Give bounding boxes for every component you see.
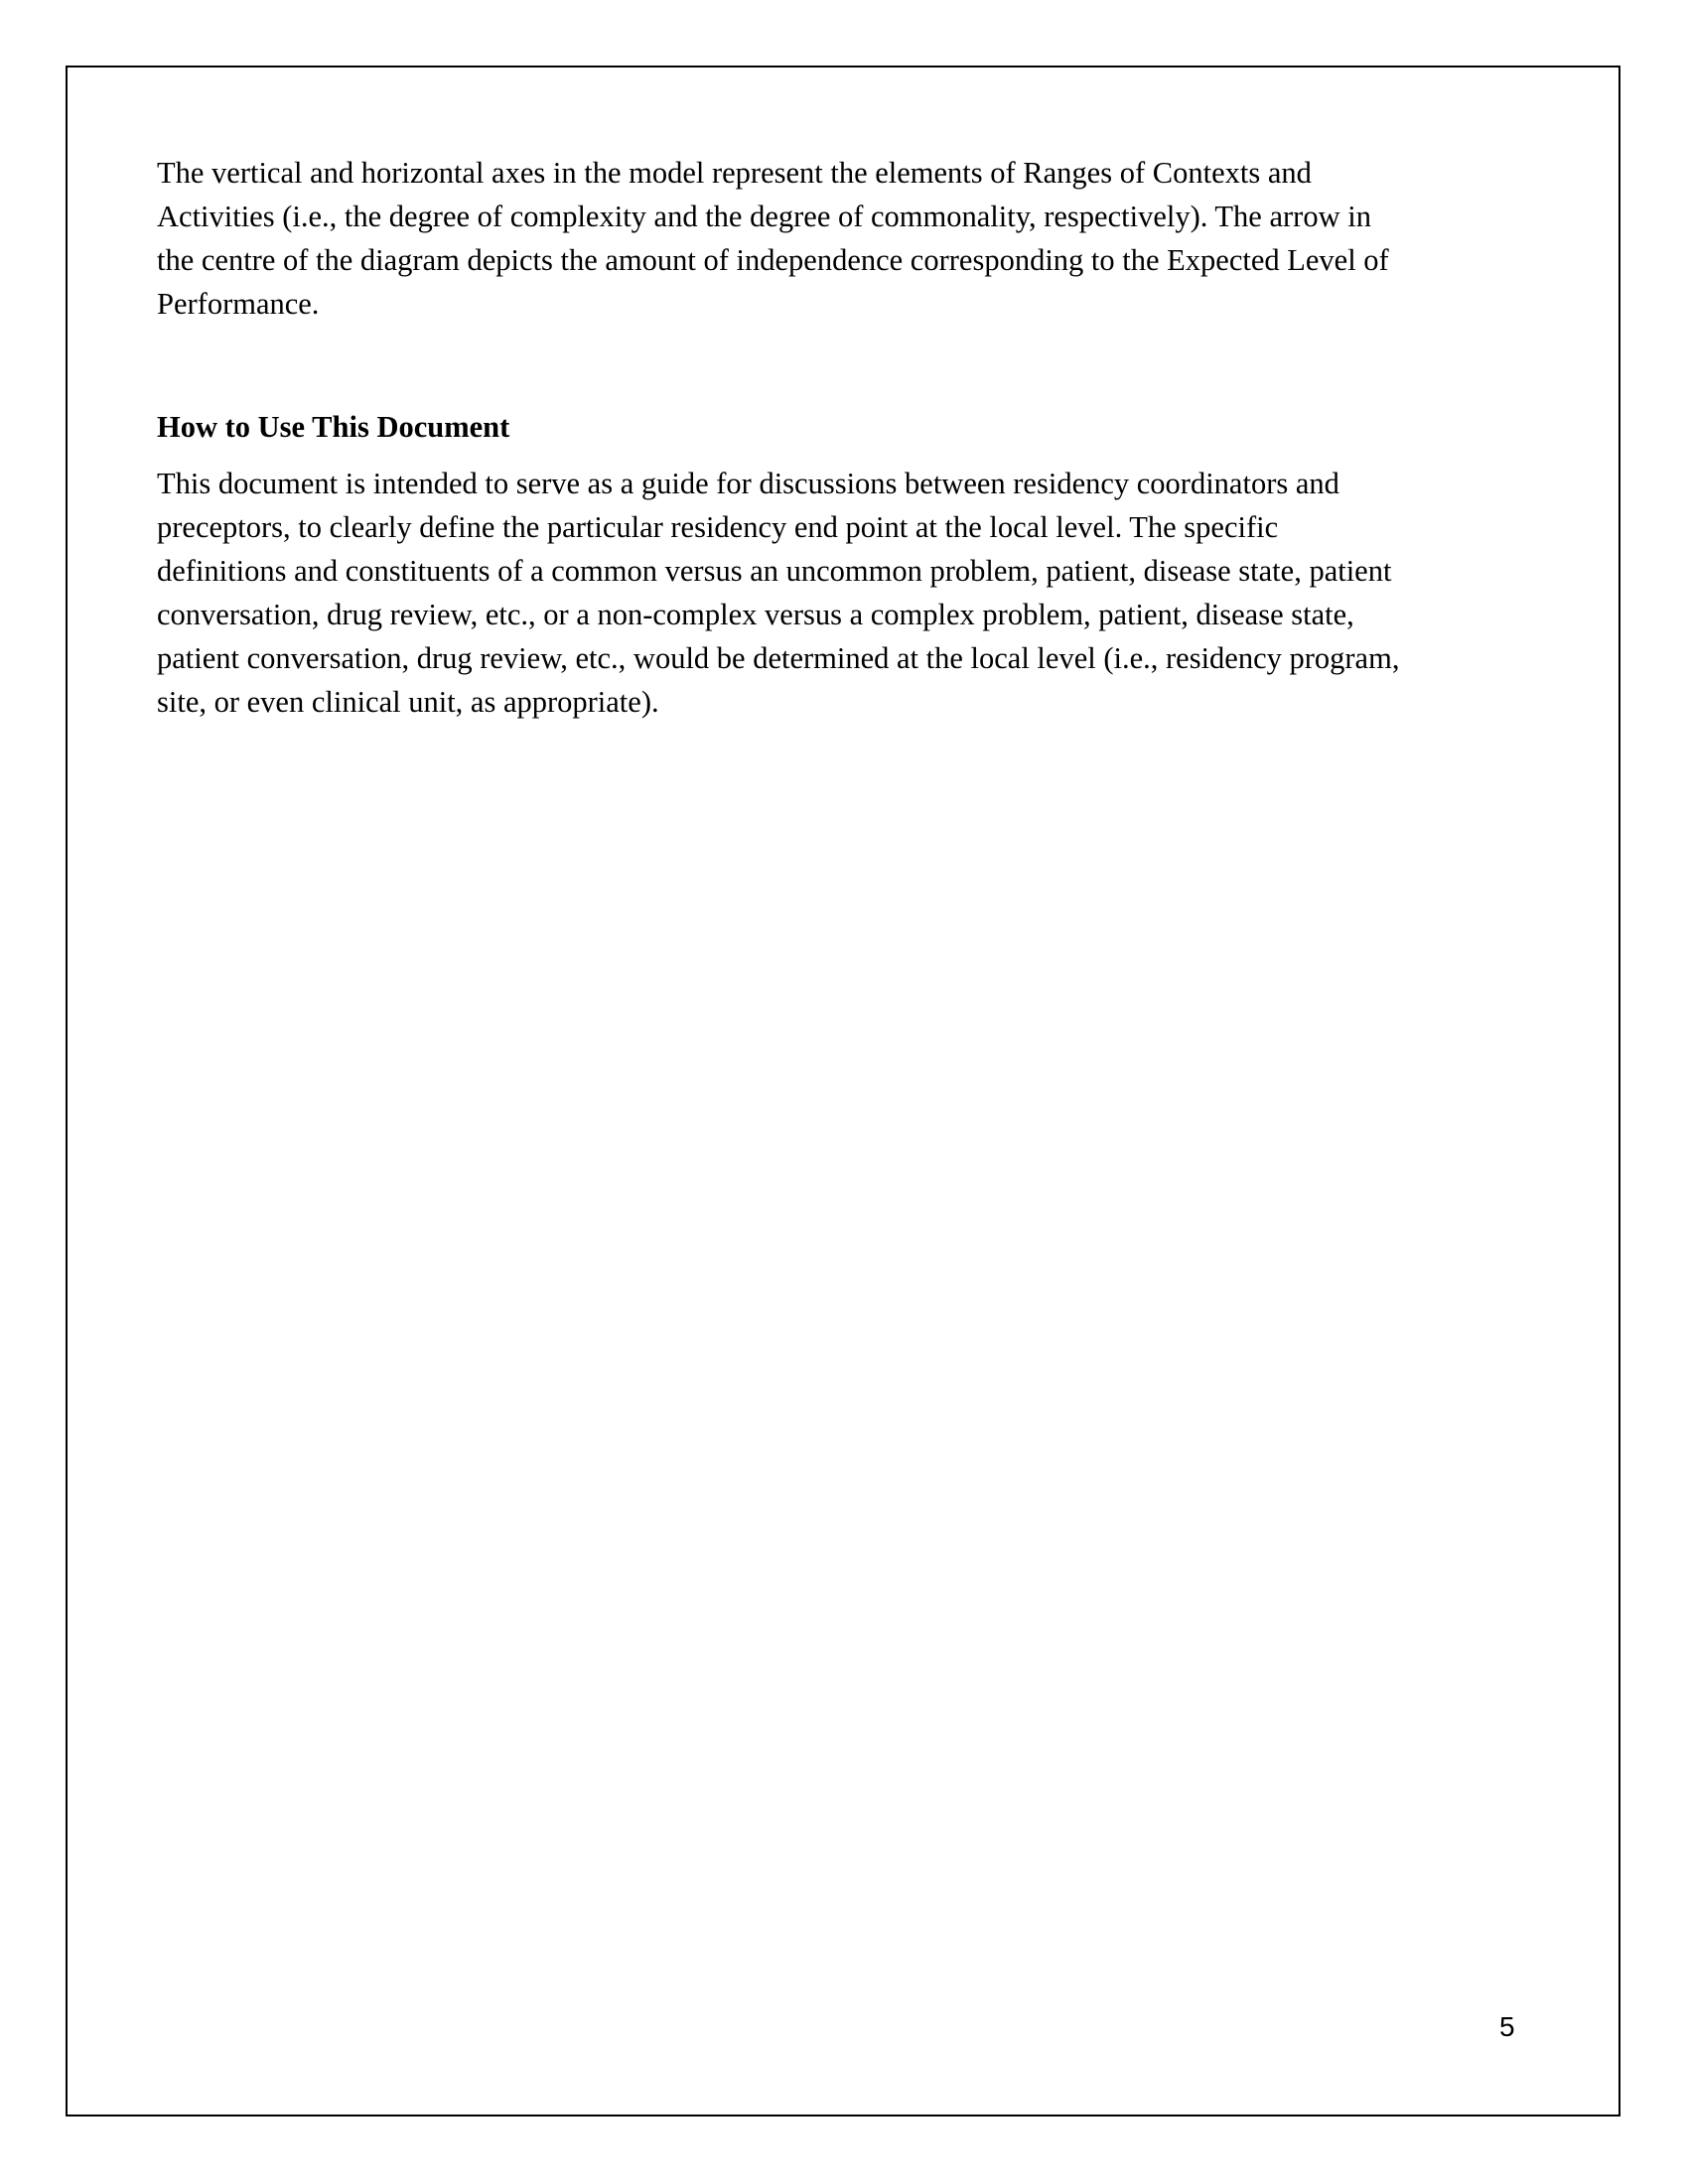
intro-line-4: Performance. — [157, 287, 320, 321]
intro-paragraph — [157, 151, 1527, 326]
section-paragraph — [157, 462, 1527, 724]
section-line-1: This document is intended to serve as a guide for discussions between residency coordinators and — [157, 467, 1339, 500]
section-heading: How to Use This Document — [157, 410, 510, 444]
section-body — [157, 462, 1527, 724]
section-line-6: site, or even clinical unit, as appropriate). — [157, 685, 659, 719]
page-border — [66, 66, 1620, 2116]
section-line-4: conversation, drug review, etc., or a non-complex versus a complex problem, patient, disease state, — [157, 598, 1354, 631]
page-number: 5 — [1499, 2011, 1515, 2042]
intro-line-1: The vertical and horizontal axes in the model represent the elements of Ranges of Contexts and — [157, 156, 1312, 190]
intro-line-2: Activities (i.e., the degree of complexity and the degree of commonality, respectively). The arrow in — [157, 200, 1371, 233]
section-line-5: patient conversation, drug review, etc., would be determined at the local level (i.e., residency program, — [157, 641, 1400, 675]
section-line-3: definitions and constituents of a common versus an uncommon problem, patient, disease state, patient — [157, 554, 1392, 588]
intro-section — [157, 151, 1527, 326]
section-line-2: preceptors, to clearly define the particular residency end point at the local level. The specific — [157, 510, 1279, 544]
intro-line-3: the centre of the diagram depicts the amount of independence corresponding to the Expected Level of — [157, 243, 1389, 277]
